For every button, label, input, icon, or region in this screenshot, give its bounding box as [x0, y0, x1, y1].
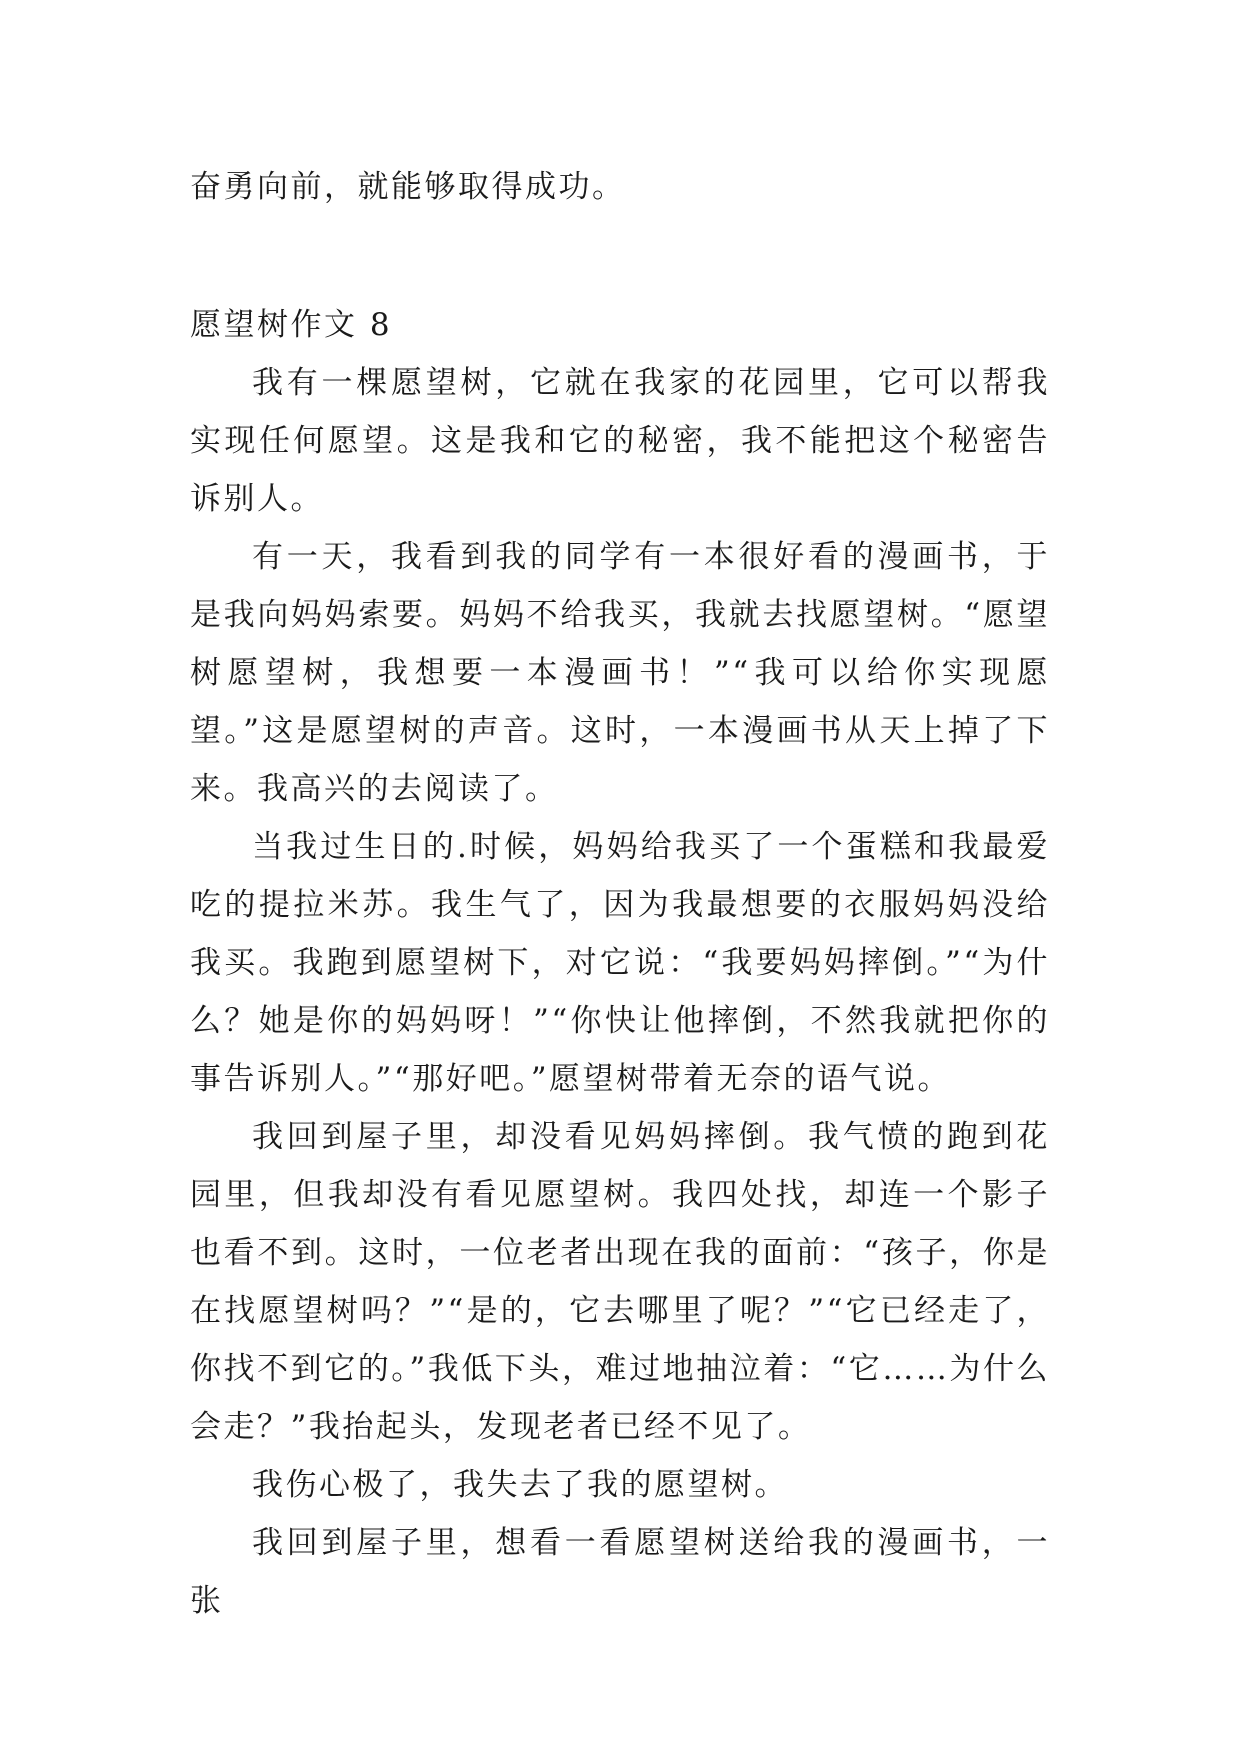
- page-content: [190, 158, 1050, 1630]
- paragraph-3: 当我过生日的.时候，妈妈给我买了一个蛋糕和我最爱吃的提拉米苏。我生气了，因为我最想要的衣服妈妈没给我买。我跑到愿望树下，对它说：“我要妈妈摔倒。”“为什么？她是你的妈妈呀！”“你快让他摔倒，不然我就把你的事告诉别人。”“那好吧。”愿望树带着无奈的语气说。: [190, 829, 1050, 1097]
- essay-title: 愿望树作文 8: [190, 307, 393, 343]
- paragraph-1: 我有一棵愿望树，它就在我家的花园里，它可以帮我实现任何愿望。这是我和它的秘密，我不能把这个秘密告诉别人。: [190, 365, 1050, 517]
- paragraph-2: 有一天，我看到我的同学有一本很好看的漫画书，于是我向妈妈索要。妈妈不给我买，我就去找愿望树。“愿望树愿望树，我想要一本漫画书！”“我可以给你实现愿望。”这是愿望树的声音。这时，一本漫画书从天上掉了下来。我高兴的去阅读了。: [190, 539, 1050, 807]
- paragraph-5: 我伤心极了，我失去了我的愿望树。: [252, 1467, 788, 1503]
- paragraph-4: 我回到屋子里，却没看见妈妈摔倒。我气愤的跑到花园里，但我却没有看见愿望树。我四处找，却连一个影子也看不到。这时，一位老者出现在我的面前：“孩子，你是在找愿望树吗？”“是的，它去哪里了呢？”“它已经走了，你找不到它的。”我低下头，难过地抽泣着：“它……为什么会走？”我抬起头，发现老者已经不见了。: [190, 1119, 1050, 1445]
- continued-text: 奋勇向前，就能够取得成功。: [190, 169, 626, 205]
- paragraph-6: 我回到屋子里，想看一看愿望树送给我的漫画书，一张: [190, 1525, 1050, 1619]
